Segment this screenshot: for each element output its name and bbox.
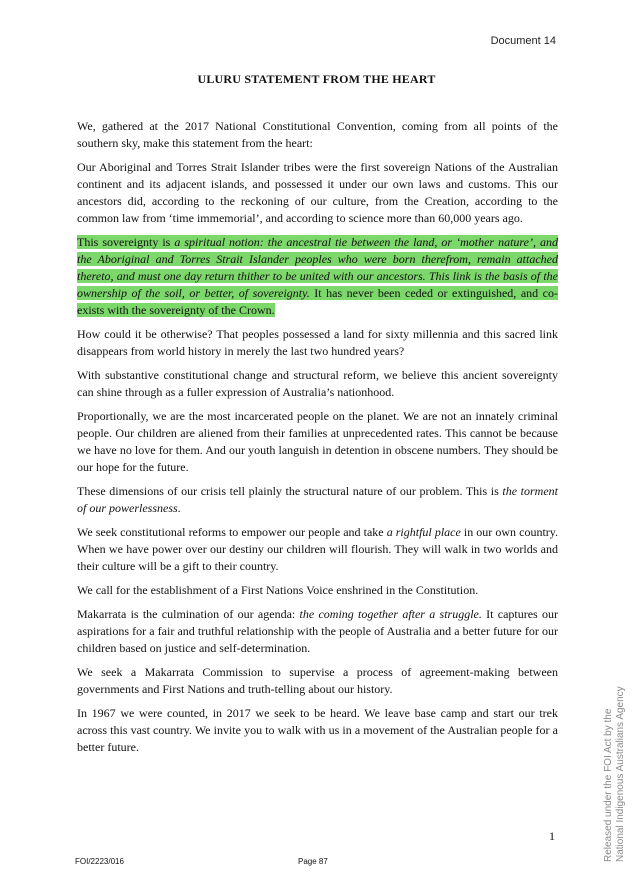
paragraph-8-end: in our own country. When we have power over our destiny our children will flourish. They will walk in two worlds and their culture will be a gift to their country. bbox=[77, 525, 558, 573]
paragraph-8-italic: a rightful place bbox=[386, 525, 461, 539]
paragraph-7 bbox=[77, 483, 558, 517]
paragraph-4: How could it be otherwise? That peoples possessed a land for sixty millennia and this sacred link disappears from world history in merely the last two hundred years? bbox=[77, 327, 558, 358]
watermark-line-1: Released under the FOI Act by the bbox=[603, 708, 614, 862]
paragraph-9: We call for the establishment of a First Nations Voice enshrined in the Constitution. bbox=[77, 583, 479, 597]
footer-page-label: Page 87 bbox=[298, 857, 328, 866]
paragraph-5: With substantive constitutional change and structural reform, we believe this ancient sovereignty can shine through as a fuller expression of Australia’s nationhood. bbox=[77, 368, 558, 399]
paragraph-10-end: It captures our aspirations for a fair and truthful relationship with the people of Australia and a better future for our children based on justice and self-determination. bbox=[77, 607, 559, 655]
footer-reference: FOI/2223/016 bbox=[75, 857, 124, 866]
document-label: Document 14 bbox=[490, 35, 556, 47]
highlight-start: This sovereignty is bbox=[77, 235, 175, 249]
foi-release-watermark bbox=[603, 686, 627, 862]
page-title: ULURU STATEMENT FROM THE HEART bbox=[197, 72, 436, 86]
italic-text: a spiritual notion: the ancestral tie between the land, or ‘mother nature’, and the Aboriginal and Torres Strait Islander peoples who were born therefrom, remain attached thereto, and must one day return thither to be united with our ancestors. This link is the basis of the ownership of the soil, or better, of sovereignty. bbox=[77, 235, 558, 300]
paragraph-2: Our Aboriginal and Torres Strait Islander tribes were the first sovereign Nations of the Australian continent and its adjacent islands, and possessed it under our own laws and customs. This our ancestors did, according to the reckoning of our culture, from the Creation, according to the common law from ‘time immemorial’, and according to science more than 60,000 years ago. bbox=[77, 160, 558, 225]
watermark-line-2: National Indigenous Australians Agency bbox=[615, 686, 626, 862]
paragraph-3-highlighted bbox=[77, 234, 558, 319]
paragraph-8 bbox=[77, 524, 558, 575]
paragraph-7-start: These dimensions of our crisis tell plainly the structural nature of our problem. This is bbox=[77, 484, 503, 498]
paragraph-10-italic: the coming together after a struggle. bbox=[299, 607, 482, 621]
page-number: 1 bbox=[549, 829, 555, 843]
paragraph-6: Proportionally, we are the most incarcerated people on the planet. We are not an innately criminal people. Our children are aliened from their families at unprecedented rates. This cannot be because we have no love for them. And our youth languish in detention in obscene numbers. They should be our hope for the future. bbox=[77, 409, 558, 474]
paragraph-8-start: We seek constitutional reforms to empower our people and take bbox=[77, 525, 387, 539]
paragraph-12: In 1967 we were counted, in 2017 we seek to be heard. We leave base camp and start our trek across this vast country. We invite you to walk with us in a movement of the Australian people for a better future. bbox=[77, 706, 558, 754]
paragraph-1: We, gathered at the 2017 National Constitutional Convention, coming from all points of the southern sky, make this statement from the heart: bbox=[77, 119, 558, 150]
paragraph-7-italic: the torment of our powerlessness bbox=[77, 484, 558, 515]
paragraph-10 bbox=[77, 606, 558, 657]
paragraph-11: We seek a Makarrata Commission to supervise a process of agreement-making between governments and First Nations and truth-telling about our history. bbox=[77, 665, 558, 696]
highlight-end: It has never been ceded or extinguished, and co-exists with the sovereignty of the Crown. bbox=[77, 286, 558, 317]
statement-body bbox=[77, 118, 558, 763]
paragraph-10-start: Makarrata is the culmination of our agenda: bbox=[77, 607, 300, 621]
paragraph-7-end: . bbox=[177, 501, 181, 515]
